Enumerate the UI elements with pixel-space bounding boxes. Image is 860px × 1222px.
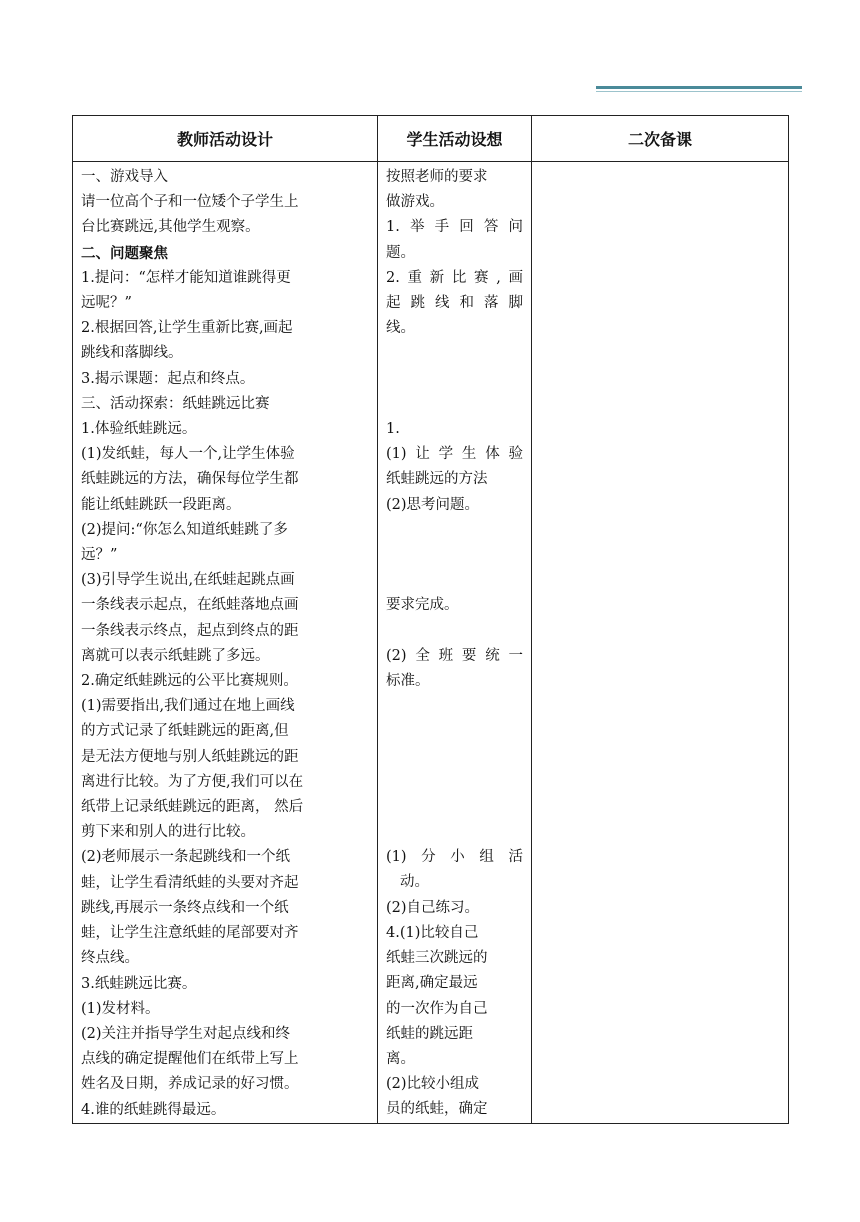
- student-line: 题。: [386, 244, 415, 261]
- teacher-line: 一条线表示起点，在纸蛙落地点画: [81, 597, 299, 614]
- student-line: 4.(1)比较自己: [386, 924, 479, 941]
- student-line: (2)思考问题。: [386, 496, 480, 513]
- student-line: 纸蛙的跳远距: [386, 1025, 473, 1042]
- teacher-line: 3.纸蛙跳远比赛。: [81, 975, 197, 992]
- student-line: 2.重新比赛,画: [386, 269, 523, 286]
- spacer: [386, 568, 523, 593]
- teacher-line: (1)需要指出,我们通过在地上画线: [81, 698, 295, 715]
- teacher-line: (2)提问:“你怎么知道纸蛙跳了多: [81, 521, 288, 538]
- teacher-line: 远呢？”: [81, 295, 132, 312]
- teacher-line: 3.揭示课题：起点和终点。: [81, 370, 255, 387]
- teacher-line: (2)关注并指导学生对起点线和终: [81, 1025, 291, 1042]
- student-line: 标准。: [386, 672, 430, 689]
- teacher-activity-cell: [73, 162, 378, 1124]
- student-line: 按照老师的要求: [386, 169, 488, 185]
- header-teacher-activity: 教师活动设计: [73, 116, 378, 162]
- header-decoration-line-thin: [596, 91, 802, 92]
- teacher-line: 蛙，让学生看清纸蛙的头要对齐起: [81, 874, 299, 891]
- table-body-row: [73, 162, 789, 1124]
- student-line: 1.: [386, 420, 400, 437]
- teacher-line: (2)老师展示一条起跳线和一个纸: [81, 849, 291, 866]
- teacher-line: 2.根据回答,让学生重新比赛,画起: [81, 320, 293, 337]
- teacher-line: 跳线和落脚线。: [81, 345, 183, 362]
- teacher-line: 姓名及日期，养成记录的好习惯。: [81, 1076, 299, 1093]
- spacer: [386, 694, 523, 719]
- student-line: 做游戏。: [386, 194, 444, 211]
- teacher-line: 远？”: [81, 547, 118, 564]
- student-line: (1)分小组活: [386, 849, 523, 866]
- student-line: 的一次作为自己: [386, 1000, 488, 1017]
- table-header-row: [73, 116, 789, 162]
- teacher-line: 1.提问：“怎样才能知道谁跳得更: [81, 269, 291, 286]
- teacher-line: 纸蛙跳远的方法，确保每位学生都: [81, 471, 299, 488]
- student-line: 距离,确定最远: [386, 975, 478, 992]
- student-line: 1.举手回答问: [386, 219, 523, 236]
- spacer: [386, 518, 523, 543]
- teacher-line: 离进行比较。为了方便,我们可以在: [81, 773, 304, 790]
- teacher-line: 二、问题聚焦: [81, 244, 168, 262]
- teacher-line: 终点线。: [81, 950, 139, 967]
- teacher-line: (1)发材料。: [81, 1000, 160, 1017]
- spacer: [386, 367, 523, 392]
- spacer: [386, 543, 523, 568]
- student-line: 纸蛙跳远的方法: [386, 471, 488, 488]
- teacher-line: 三、活动探索：纸蛙跳远比赛: [81, 395, 270, 412]
- header-student-activity: 学生活动设想: [378, 116, 532, 162]
- student-line: 纸蛙三次跳远的: [386, 950, 488, 967]
- student-line: (2)自己练习。: [386, 899, 480, 916]
- lesson-plan-table: [72, 115, 789, 1124]
- student-line: 线。: [386, 320, 415, 337]
- teacher-line: 2.确定纸蛙跳远的公平比赛规则。: [81, 673, 298, 690]
- spacer: [386, 392, 523, 417]
- teacher-line: (1)发纸蛙，每人一个,让学生体验: [81, 446, 295, 463]
- student-line: 员的纸蛙，确定: [386, 1101, 488, 1118]
- spacer: [386, 745, 523, 770]
- spacer: [386, 795, 523, 820]
- secondary-prep-cell: [532, 162, 789, 1124]
- teacher-line: 离就可以表示纸蛙跳了多远。: [81, 647, 270, 664]
- student-line: (1)让学生体验: [386, 446, 523, 463]
- student-line: 动。: [400, 874, 429, 891]
- spacer: [386, 770, 523, 795]
- student-line: 要求完成。: [386, 597, 459, 614]
- student-line: (2)比较小组成: [386, 1076, 480, 1093]
- student-line: (2)全班要统一: [386, 647, 523, 664]
- teacher-line: 请一位高个子和一位矮个子学生上: [81, 194, 299, 211]
- teacher-line: 纸带上记录纸蛙跳远的距离， 然后: [81, 799, 304, 816]
- teacher-line: 剪下来和别人的进行比较。: [81, 824, 255, 841]
- spacer: [386, 619, 523, 644]
- header-decoration-line: [596, 86, 802, 89]
- student-activity-cell: [378, 162, 532, 1124]
- teacher-line: 点线的确定提醒他们在纸带上写上: [81, 1051, 299, 1068]
- spacer: [386, 820, 523, 845]
- teacher-line: 一、游戏导入: [81, 169, 168, 185]
- teacher-line: 的方式记录了纸蛙跳远的距离,但: [81, 723, 289, 740]
- header-secondary-prep: 二次备课: [532, 116, 789, 162]
- teacher-line: 是无法方便地与别人纸蛙跳远的距: [81, 748, 299, 765]
- teacher-line: 蛙，让学生注意纸蛙的尾部要对齐: [81, 925, 299, 942]
- spacer: [386, 719, 523, 744]
- teacher-line: 能让纸蛙跳跃一段距离。: [81, 496, 241, 513]
- teacher-line: 跳线,再展示一条终点线和一个纸: [81, 899, 289, 916]
- teacher-line: 台比赛跳远,其他学生观察。: [81, 219, 260, 236]
- teacher-line: 一条线表示终点，起点到终点的距: [81, 622, 299, 639]
- teacher-line: 4.谁的纸蛙跳得最远。: [81, 1101, 226, 1118]
- student-line: 起跳线和落脚: [386, 295, 523, 312]
- teacher-line: (3)引导学生说出,在纸蛙起跳点画: [81, 572, 295, 589]
- student-line: 离。: [386, 1050, 415, 1067]
- teacher-line: 1.体验纸蛙跳远。: [81, 421, 197, 438]
- spacer: [386, 341, 523, 366]
